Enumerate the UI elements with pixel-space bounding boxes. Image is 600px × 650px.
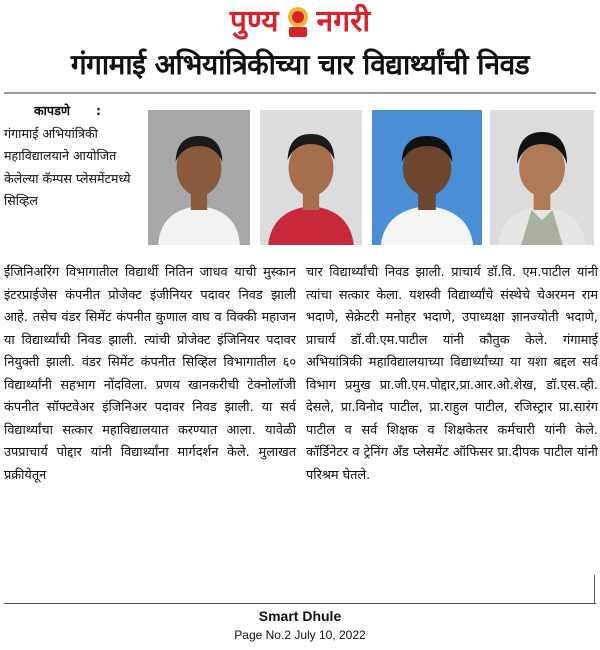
box-side-rule (594, 575, 595, 604)
article-column-left: ईंजिनिअरिंग विभागातील विद्यार्थी नितिन जाधव याची मुस्कान इंटरप्राईजेस कंपनीत प्रोजेक्ट इंजीनियर पदावर निवड झाली आहे. तसेच वंडर सिमेंट कंपनीत कुणाल वाघ व विक्की महाजन या विद्यार्थ्यांची निवड झाली. त्यांची प्रोजेक्ट इंजिनियर पदावर नियुक्ती झाली. वंडर सिमेंट कंपनीत सिव्हिल विभागातील ६० विद्यार्थ्यांनी सहभाग नोंदविला. प्रणय खानकरीची टेक्नोलॉजी कंपनीत सॉफ्टवेअर इंजिनिअर पदावर निवड झाली. या सर्व विद्यार्थ्यांचा सत्कार महाविद्यालयात करण्यात आला. यावेळी उपप्राचार्य पोद्दार यांनी विद्यार्थ्यांना मार्गदर्शन केले. मुलाखत प्रक्रीयेतून (4, 265, 296, 483)
dateline-place: कापडणे (34, 103, 70, 118)
student-photo-4 (490, 110, 594, 245)
masthead (0, 4, 600, 40)
article-headline: गंगामाई अभियांत्रिकीच्या चार विद्यार्थ्यांची निवड (70, 48, 530, 81)
page-info: Page No.2 July 10, 2022 (234, 628, 366, 642)
publication-source: Smart Dhule (258, 608, 342, 624)
student-photo-3 (372, 110, 482, 245)
masthead-word-left: पुण्य (229, 4, 279, 39)
headline-divider (4, 92, 596, 94)
masthead-word-right: नगरी (316, 4, 371, 39)
student-photo-1 (148, 110, 250, 245)
footer-divider (4, 603, 596, 604)
dateline-colon: : (95, 103, 101, 118)
student-photo-2 (260, 110, 362, 245)
sun-emblem-icon (283, 5, 313, 39)
dateline (4, 100, 142, 123)
article-lead (4, 100, 142, 213)
article-column-right: चार विद्यार्थ्यांची निवड झाली. प्राचार्य डॉ.वि. एम.पाटील यांनी त्यांचा सत्कार केला. यशस्वी विद्यार्थ्यांचे संस्थेचे चेअरमन राम भदाणे, सेक्रेटरी मनोहर भदाणे, उपाध्यक्षा ज्ञानज्योती भदाणे, प्राचार्य डॉ.वी.एम.पाटील यांनी कौतुक केले. गंगामाई अभियांत्रिकी महाविद्यालयाच्या विद्यार्थ्यांच्या या यशा बद्दल सर्व विभाग प्रमुख प्रा.जी.एम.पोद्दार,प्रा.आर.ओ.शेख, डॉ.एस.व्ही. देसले, प्रा.विनोद पाटील, प्रा.राहुल पाटील, रजिस्ट्रार प्रा.सारंग पाटील व सर्व शिक्षक व शिक्षकेतर कर्मचारी यांनी केले. कॉर्डिनेटर व ट्रेनिंग अँड प्लेसमेंट ऑफिसर प्रा.दीपक पाटील यांनी परिश्रम घेतले. (306, 265, 598, 483)
lead-text: गंगामाई अभियांत्रिकी महाविद्यालयाने आयोजित केलेल्या कॅम्पस प्लेसमेंटमध्ये सिव्हिल (4, 125, 131, 208)
